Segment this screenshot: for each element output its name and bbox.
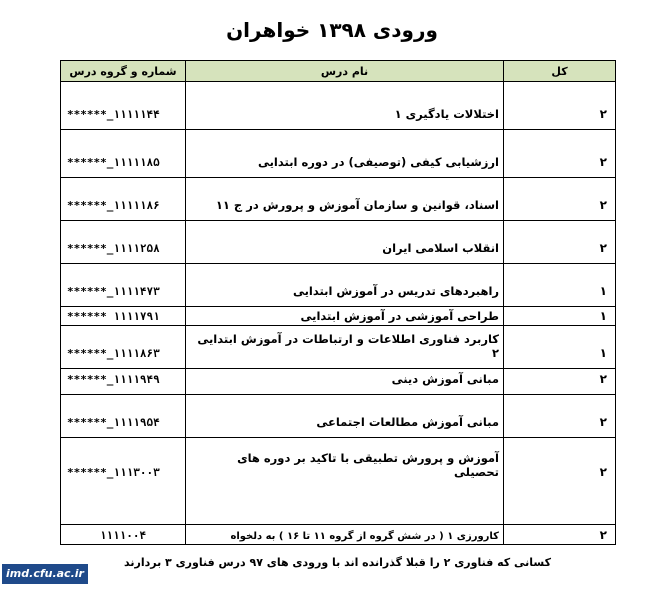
course-code: ******_۱۱۱۱۹۴۹ [61, 369, 186, 395]
course-code: ******_۱۱۱۱۹۵۴ [61, 395, 186, 438]
course-name: راهبردهای تدریس در آموزش ابتدایی [186, 264, 504, 307]
course-units: ۲ [504, 525, 616, 545]
course-units: ۲ [504, 221, 616, 264]
table-row [61, 178, 616, 221]
footnote: کسانی که فناوری ۲ را قبلا گذرانده اند با ورودی های ۹۷ درس فناوری ۳ بردارند [124, 556, 551, 569]
course-code: ******_۱۱۱۱۲۵۸ [61, 221, 186, 264]
course-name: مبانی آموزش مطالعات اجتماعی [186, 395, 504, 438]
course-units: ۱ [504, 307, 616, 326]
course-units: ۲ [504, 369, 616, 395]
courses-table [60, 60, 616, 545]
course-code: ******_۱۱۱۱۱۸۶ [61, 178, 186, 221]
course-name: طراحی آموزشی در آموزش ابتدایی [186, 307, 504, 326]
table-row [61, 264, 616, 307]
course-code: ۱۱۱۱۰۰۴ [61, 525, 186, 545]
course-name: کاربرد فناوری اطلاعات و ارتباطات در آموزش ابتدایی ۲ [186, 326, 504, 369]
course-name: اختلالات یادگیری ۱ [186, 82, 504, 130]
course-name: آموزش و پرورش تطبیقی با تاکید بر دوره های تحصیلی [186, 438, 504, 525]
table-row [61, 525, 616, 545]
course-name: انقلاب اسلامی ایران [186, 221, 504, 264]
course-units: ۲ [504, 178, 616, 221]
table-row [61, 369, 616, 395]
page-title: ورودی ۱۳۹۸ خواهران [226, 18, 438, 42]
header-units: کل [504, 61, 616, 82]
course-name: کارورزی ۱ ( در شش گروه از گروه ۱۱ تا ۱۶ ) به دلخواه [186, 525, 504, 545]
course-name: اسناد، قوانین و سازمان آموزش و پرورش در ج ۱۱ [186, 178, 504, 221]
table-row [61, 326, 616, 369]
course-units: ۲ [504, 438, 616, 525]
table-row [61, 307, 616, 326]
site-watermark: imd.cfu.ac.ir [2, 564, 88, 584]
table-row [61, 130, 616, 178]
course-code: ******_۱۱۱۱۱۸۵ [61, 130, 186, 178]
header-course-name: نام درس [186, 61, 504, 82]
course-code: ******_۱۱۱۳۰۰۳ [61, 438, 186, 525]
table-header-row [61, 61, 616, 82]
header-course-code: شماره و گروه درس [61, 61, 186, 82]
table-row [61, 395, 616, 438]
course-code: ******_۱۱۱۱۱۴۴ [61, 82, 186, 130]
table-row [61, 221, 616, 264]
course-code: ******_۱۱۱۱۸۶۳ [61, 326, 186, 369]
course-units: ۲ [504, 130, 616, 178]
course-code: ****** ۱۱۱۱۷۹۱ [61, 307, 186, 326]
course-code: ******_۱۱۱۱۴۷۳ [61, 264, 186, 307]
course-name: ارزشیابی کیفی (توصیفی) در دوره ابتدایی [186, 130, 504, 178]
course-units: ۱ [504, 326, 616, 369]
course-name: مبانی آموزش دینی [186, 369, 504, 395]
table-row [61, 82, 616, 130]
course-units: ۲ [504, 82, 616, 130]
table-row [61, 438, 616, 525]
course-units: ۲ [504, 395, 616, 438]
course-units: ۱ [504, 264, 616, 307]
